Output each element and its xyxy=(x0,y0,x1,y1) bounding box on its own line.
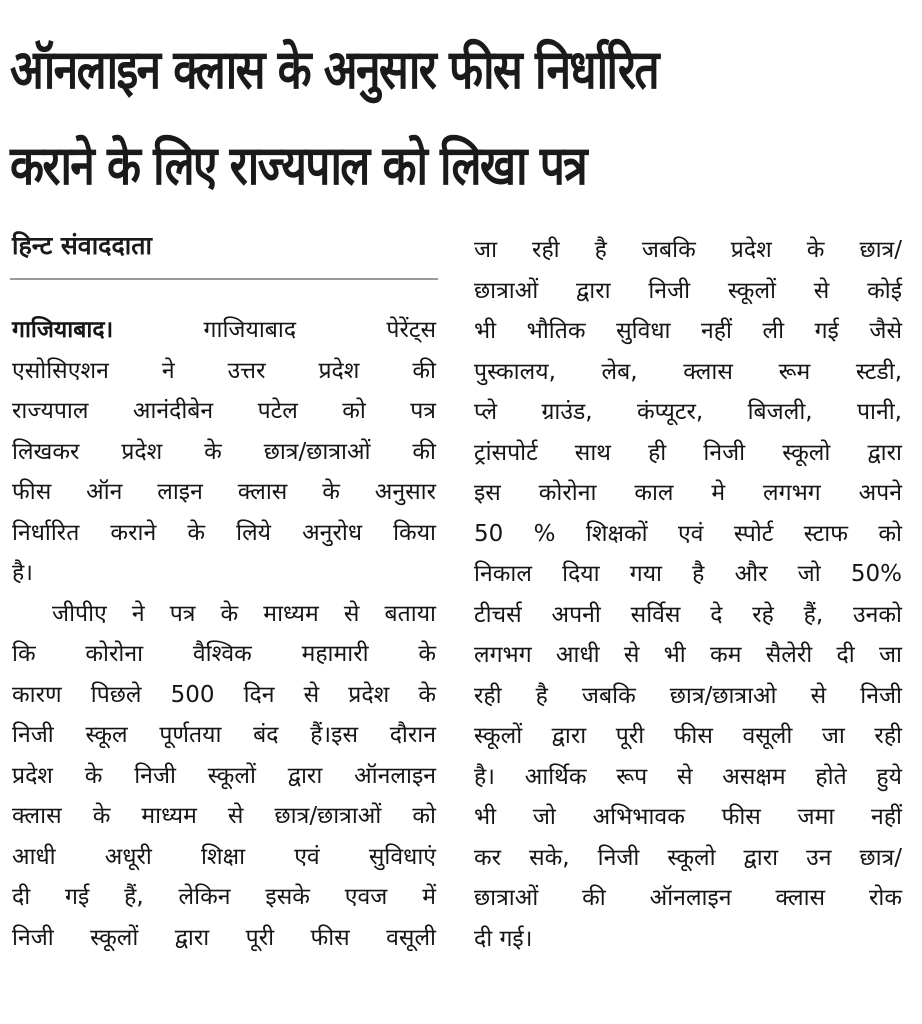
article-line: लगभग आधी से भी कम सैलेरी दी जा xyxy=(474,642,902,668)
article-line: स्कूलों द्वारा पूरी फीस वसूली जा रही xyxy=(474,723,902,749)
article-line: आधी अधूरी शिक्षा एवं सुविधाएं xyxy=(12,843,436,870)
article-line: कारण पिछले 500 दिन से प्रदेश के xyxy=(12,681,436,708)
article-line: निकाल दिया गया है और जो 50% xyxy=(474,561,902,587)
article-line: फीस ऑन लाइन क्लास के अनुसार xyxy=(12,479,436,505)
article-line: निजी स्कूल पूर्णतया बंद हैं।इस दौरान xyxy=(12,722,436,748)
article-line: है। आर्थिक रूप से असक्षम होते हुये xyxy=(474,763,902,790)
article-line: है। xyxy=(12,560,33,586)
article-line: पुस्कालय, लेब, क्लास रूम स्टडी, xyxy=(474,358,902,385)
article-line: कर सके, निजी स्कूलो द्वारा उन छात्र/ xyxy=(474,844,902,871)
article-line: क्लास के माध्यम से छात्र/छात्राओं को xyxy=(12,803,436,829)
article-column-right xyxy=(474,230,902,959)
article-line: राज्यपाल आनंदीबेन पटेल को पत्र xyxy=(12,398,436,424)
article-line: निजी स्कूलों द्वारा पूरी फीस वसूली xyxy=(12,924,436,951)
article-line: छात्राओं द्वारा निजी स्कूलों से कोई xyxy=(474,277,902,304)
article-line: जीपीए ने पत्र के माध्यम से बताया xyxy=(52,600,436,627)
byline-divider xyxy=(10,278,438,280)
article-line: प्रदेश के निजी स्कूलों द्वारा ऑनलाइन xyxy=(12,762,436,789)
article-line: निर्धारित कराने के लिये अनुरोध किया xyxy=(12,519,436,546)
article-line: दी गई। xyxy=(474,925,533,952)
article-line: टीचर्स अपनी सर्विस दे रहे हैं, उनको xyxy=(474,601,902,628)
headline-line-2: कराने के लिए राज्यपाल को लिखा पत्र xyxy=(10,134,587,197)
headline xyxy=(10,22,748,214)
article-line: इस कोरोना काल मे लगभग अपने xyxy=(474,480,902,506)
article-line: छात्राओं की ऑनलाइन क्लास रोक xyxy=(474,885,902,911)
article-line: प्ले ग्राउंड, कंप्यूटर, बिजली, पानी, xyxy=(474,399,902,425)
article-line xyxy=(12,310,436,351)
article-line: दी गई हैं, लेकिन इसके एवज में xyxy=(12,884,436,910)
article-line: एसोसिएशन ने उत्तर प्रदेश की xyxy=(12,357,436,384)
article-line: भी भौतिक सुविधा नहीं ली गई जैसे xyxy=(474,318,902,344)
article-line: ट्रांसपोर्ट साथ ही निजी स्कूलो द्वारा xyxy=(474,439,902,466)
article-line: 50 % शिक्षकों एवं स्पोर्ट स्टाफ को xyxy=(474,520,902,547)
dateline: गाजियाबाद। xyxy=(12,317,114,343)
article-line: जा रही है जबकि प्रदेश के छात्र/ xyxy=(474,237,902,263)
article-line: कि कोरोना वैश्विक महामारी के xyxy=(12,641,436,667)
article-line-text: गाजियाबाद पेरेंट्स xyxy=(113,317,436,343)
byline: हिन्ट संवाददाता xyxy=(12,231,152,260)
headline-line-1: ऑनलाइन क्लास के अनुसार फीस निर्धारित xyxy=(10,38,658,101)
article-column-left xyxy=(12,310,436,958)
article-line: लिखकर प्रदेश के छात्र/छात्राओं की xyxy=(12,438,436,465)
article-line: भी जो अभिभावक फीस जमा नहीं xyxy=(474,804,902,830)
article-line: रही है जबकि छात्र/छात्राओ से निजी xyxy=(474,682,902,709)
